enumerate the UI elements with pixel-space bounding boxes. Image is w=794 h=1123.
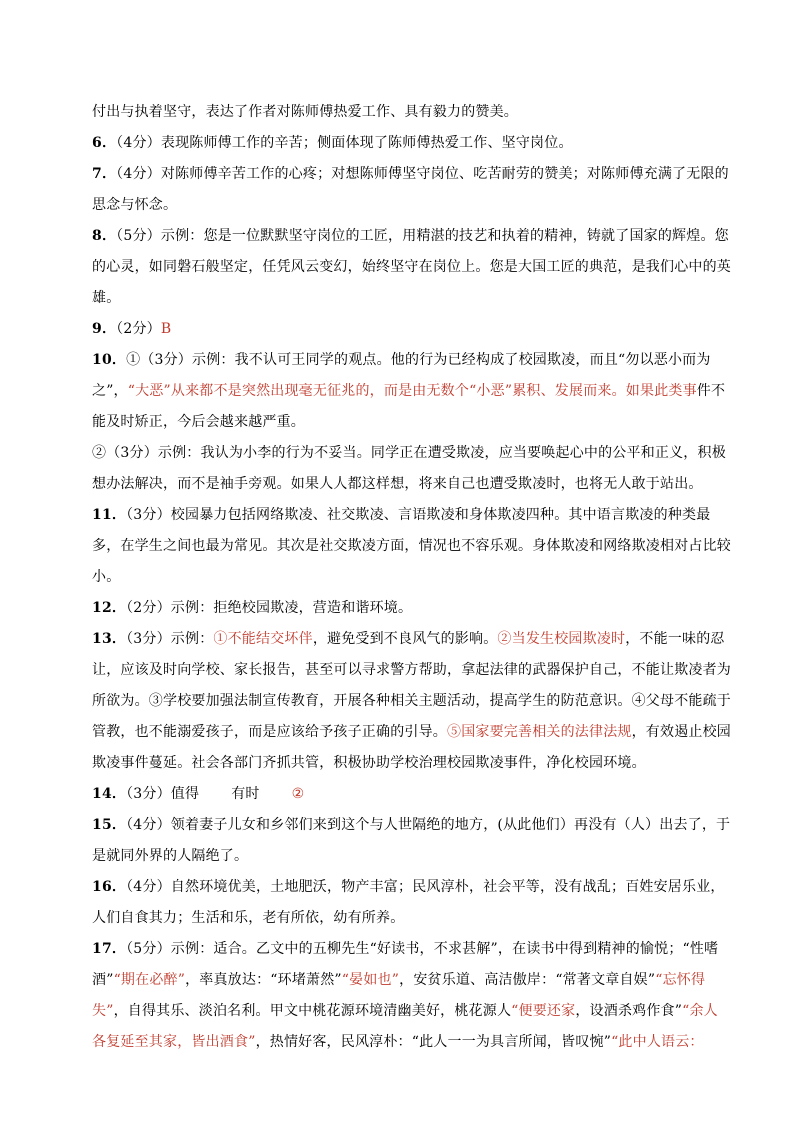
question-number: 7． (92, 166, 117, 182)
question-number: 17． (92, 941, 127, 957)
answer-item (92, 345, 732, 438)
question-number: 12． (92, 600, 127, 616)
answer-item (92, 438, 732, 500)
question-number: 16． (92, 879, 127, 895)
answer-text: （4分）自然环境优美，土地肥沃，物产丰富；民风淳朴，社会平等，没有战乱；百姓安居乐业，人们自食其力；生活和乐，老有所依，幼有所养。 (92, 879, 725, 926)
answer-text: ，自得其乐、淡泊名利。甲文中桃花源环境清幽美好，桃花源人 (113, 1003, 512, 1019)
question-number: 15． (92, 817, 127, 833)
answer-text: （3分）值得 (126, 786, 200, 802)
question-number: 6． (92, 135, 117, 151)
answer-item (92, 624, 732, 779)
question-number: 9． (92, 321, 117, 337)
answer-text: （5分）示例：适合。乙文中的五柳先生“好读书，不求甚解”，在读书中得到精神的愉悦；“性嗜酒” (92, 941, 719, 988)
answer-text: ①（3分）示例：我不认可王同学的观点。他的行为已经构成了校园欺凌，而且“勿以恶小而为之”， (92, 352, 711, 399)
answer-text: ，安贫乐道、高洁傲岸：“常著文章自娱” (399, 972, 656, 988)
answer-text: ，率真放达：“环堵萧然” (185, 972, 342, 988)
highlighted-text: ②当发生校园欺凌时 (497, 631, 626, 647)
highlighted-text: “余人各复延至其家，皆出酒食” (92, 1003, 718, 1050)
answer-item (92, 221, 732, 314)
answer-text: ，不能一味的忍让，应该及时向学校、家长报告，甚至可以寻求警方帮助，拿起法律的武器保护自己，不能让欺凌者为所欲为。③学校要加强法制宣传教育，开展各种相关主题活动，提高学生的防范意识。④父母不能疏于管教，也不能溺爱孩子，而是应该给予孩子正确的引导。 (92, 631, 731, 740)
answer-text: （2分） (116, 321, 161, 337)
answer-text: 有时 (231, 786, 260, 802)
answer-item (92, 500, 732, 593)
answer-item (92, 128, 732, 159)
highlighted-text: ①不能结交坏伴 (213, 631, 313, 647)
question-number: 10． (92, 352, 127, 368)
answer-list (92, 97, 732, 1058)
answer-item (92, 593, 732, 624)
answer-text: ，有效遏止校园欺凌事件蔓延。社会各部门齐抓共管，积极协助学校治理校园欺凌事件，净化校园环境。 (92, 724, 732, 771)
answer-text: ②（3分）示例：我认为小李的行为不妥当。同学正在遭受欺凌，应当要唤起心中的公平和正义，积极想办法解决，而不是袖手旁观。如果人人都这样想，将来自己也遭受欺凌时，也将无人敢于站出。 (92, 445, 726, 492)
question-number: 11． (92, 507, 127, 523)
answer-text: （5分）示例：您是一位默默坚守岗位的工匠，用精湛的技艺和执着的精神，铸就了国家的辉煌。您的心灵，如同磐石般坚定，任凭风云变幻，始终坚守在岗位上。您是大国工匠的典范，是我们心中的英雄。 (92, 228, 731, 306)
answer-text: ，热情好客，民风淳朴：“此人一一为具言所闻，皆叹惋” (255, 1034, 612, 1050)
highlighted-text: ⑤国家要完善相关的法律法规 (447, 724, 632, 740)
answer-text: ，设酒杀鸡作食” (575, 1003, 683, 1019)
highlighted-text: “晏如也” (341, 972, 400, 988)
answer-item (92, 159, 732, 221)
answer-text: （4分）对陈师傅辛苦工作的心疼；对想陈师傅坚守岗位、吃苦耐劳的赞美；对陈师傅充满了无限的思念与怀念。 (92, 166, 729, 213)
answer-text: （4分）领着妻子儿女和乡邻们来到这个与人世隔绝的地方，(从此他们）再没有（人）出去了，于是就同外界的人隔绝了。 (92, 817, 731, 864)
highlighted-text: ② (291, 786, 305, 802)
highlighted-text: “便要还家 (511, 1003, 576, 1019)
answer-item (92, 810, 732, 872)
answer-item (92, 97, 732, 128)
answer-item (92, 934, 732, 1058)
answer-text: （4分）表现陈师傅工作的辛苦；侧面体现了陈师傅热爱工作、坚守岗位。 (116, 135, 573, 151)
question-number: 14． (92, 786, 127, 802)
answer-text: 付出与执着坚守，表达了作者对陈师傅热爱工作、具有毅力的赞美。 (92, 104, 518, 120)
answer-item (92, 779, 732, 810)
question-number: 8． (92, 228, 117, 244)
answer-text: 件不能及时矫正，今后会越来越严重。 (92, 383, 726, 430)
answer-item (92, 314, 732, 345)
highlighted-text: B (160, 321, 172, 337)
answer-text: （3分）校园暴力包括网络欺凌、社交欺凌、言语欺凌和身体欺凌四种。其中语言欺凌的种类最多，在学生之间也最为常见。其次是社交欺凌方面，情况也不容乐观。身体欺凌和网络欺凌相对占比较小。 (92, 507, 731, 585)
answer-text: ，避免受到不良风气的影响。 (312, 631, 498, 647)
answer-text: （2分）示例：拒绝校园欺凌，营造和谐环境。 (126, 600, 413, 616)
highlighted-text: “大恶”从来都不是突然出现毫无征兆的，而是由无数个“小恶”累积、发展而来。如果此类事 (127, 383, 697, 399)
answer-text: （3分）示例： (126, 631, 214, 647)
highlighted-text: “此中人语云： (611, 1034, 704, 1050)
answer-item (92, 872, 732, 934)
highlighted-text: “期在必醉” (113, 972, 186, 988)
question-number: 13． (92, 631, 127, 647)
highlighted-text: “忘怀得失” (92, 972, 706, 1019)
